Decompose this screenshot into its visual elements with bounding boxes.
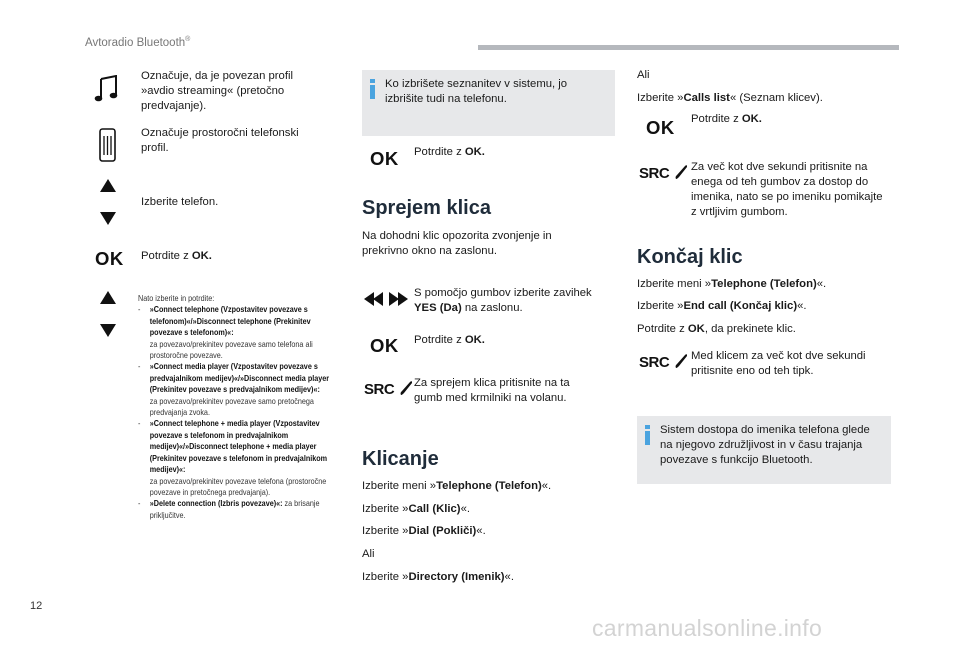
phone-handset-icon: [674, 164, 688, 180]
ok-button-icon: OK: [370, 148, 399, 169]
koncaj-line: Izberite »End call (Končaj klic)«.: [637, 300, 807, 312]
phone-handset-icon: [399, 380, 413, 396]
info-box-unpair: [362, 70, 615, 136]
calls-list-text: Izberite »Calls list« (Seznam klicev).: [637, 92, 823, 104]
heading-klicanje: Klicanje: [362, 448, 439, 470]
src-phone-button-icon: SRC: [639, 353, 688, 372]
klicanje-line: Izberite »Dial (Pokliči)«.: [362, 525, 486, 537]
profile-streaming-text: Označuje, da je povezan profil »avdio streaming« (pretočno predvajanje).: [141, 70, 293, 112]
klicanje-line: Ali: [362, 548, 375, 560]
profile-handsfree-text: Označuje prostoročni telefonski profil.: [141, 127, 299, 154]
heading-koncaj-klic: Končaj klic: [637, 246, 743, 268]
directory-access-text: Za več kot dve sekundi pritisnite na enega od teh gumbov za dostop do imenika, nato se po imeniku pomikajte z vrtljivim gumbom.: [691, 161, 883, 218]
info-icon: [370, 79, 375, 101]
ok-button-icon: OK: [370, 335, 399, 356]
note-item: - »Connect telephone + media player (Vzpostavitev povezave s telefonom in predvajalnikom medijev)«/»Disconnect telephone + media player (Prekinitev povezave s telefonom in predvajalnikom medijev)«: za povezavo/prekinitev povezave telefona (prostoročne povezave in pretočnega predvajanja).: [138, 418, 328, 497]
watermark: carmanualsonline.info: [592, 615, 823, 641]
music-note-icon: [94, 75, 120, 103]
select-phone-text: Izberite telefon.: [141, 196, 219, 208]
src-phone-button-icon: SRC: [364, 380, 413, 399]
info-icon: [645, 425, 650, 447]
handset-phone-icon: [99, 128, 117, 162]
phone-handset-icon: [674, 353, 688, 369]
up-down-arrows-icon: [100, 179, 116, 225]
info-box-text: Ko izbrišete seznanitev v sistemu, jo izbrišite tudi na telefonu.: [385, 78, 568, 105]
ok-button-icon: OK: [646, 117, 675, 138]
note-intro: Nato izberite in potrdite:: [138, 293, 215, 303]
select-yes-text: S pomočjo gumbov izberite zavihek YES (Da) na zaslonu.: [414, 287, 592, 314]
header-bar: [478, 45, 899, 50]
note-item: - »Delete connection (Izbris povezave)«: za brisanje priključitve.: [138, 498, 320, 520]
info-box-directory: [637, 416, 891, 484]
confirm-ok-text: Potrdite z OK.: [414, 334, 485, 346]
confirm-ok-text: Potrdite z OK.: [414, 146, 485, 158]
klicanje-line: Izberite meni »Telephone (Telefon)«.: [362, 480, 552, 492]
up-down-arrows-icon: [100, 291, 116, 337]
confirm-ok-text: Potrdite z OK.: [141, 250, 212, 262]
info-box-text: Sistem dostopa do imenika telefona glede na njegovo združljivost in v času trajanja povezave s funkcijo Bluetooth.: [660, 424, 870, 466]
ali-text: Ali: [637, 69, 650, 81]
src-phone-button-icon: SRC: [639, 164, 688, 183]
klicanje-line: Izberite »Call (Klic)«.: [362, 503, 470, 515]
page-number: 12: [30, 600, 43, 612]
accept-call-text: Za sprejem klica pritisnite na ta gumb med krmilniki na volanu.: [414, 377, 570, 404]
klicanje-line: Izberite »Directory (Imenik)«.: [362, 571, 514, 583]
confirm-ok-text: Potrdite z OK.: [691, 113, 762, 125]
heading-sprejem-klica: Sprejem klica: [362, 197, 491, 219]
left-right-arrows-icon: [364, 292, 408, 306]
connection-options-note: [138, 293, 344, 521]
incoming-call-text: Na dohodni klic opozorita zvonjenje in prekrivno okno na zaslonu.: [362, 230, 552, 257]
koncaj-line: Potrdite z OK, da prekinete klic.: [637, 323, 796, 335]
end-call-button-text: Med klicem za več kot dve sekundi pritisnite eno od teh tipk.: [691, 350, 866, 377]
note-item: - »Connect media player (Vzpostavitev povezave s predvajalnikom medijev)«/»Disconnect media player (Prekinitev povezave s predvajalnikom medijev)«: za povezavo/prekinitev povezave samo pretočnega predvajanja zvoka.: [138, 361, 330, 418]
koncaj-line: Izberite meni »Telephone (Telefon)«.: [637, 278, 827, 290]
ok-button-icon: OK: [95, 248, 124, 269]
page-header-title: Avtoradio Bluetooth®: [85, 36, 191, 49]
note-item: - »Connect telephone (Vzpostavitev povezave s telefonom)«/»Disconnect telephone (Prekinitev povezave s telefonom)«: za povezavo/prekinitev povezave samo telefona ali prostoročne povezave.: [138, 304, 313, 361]
